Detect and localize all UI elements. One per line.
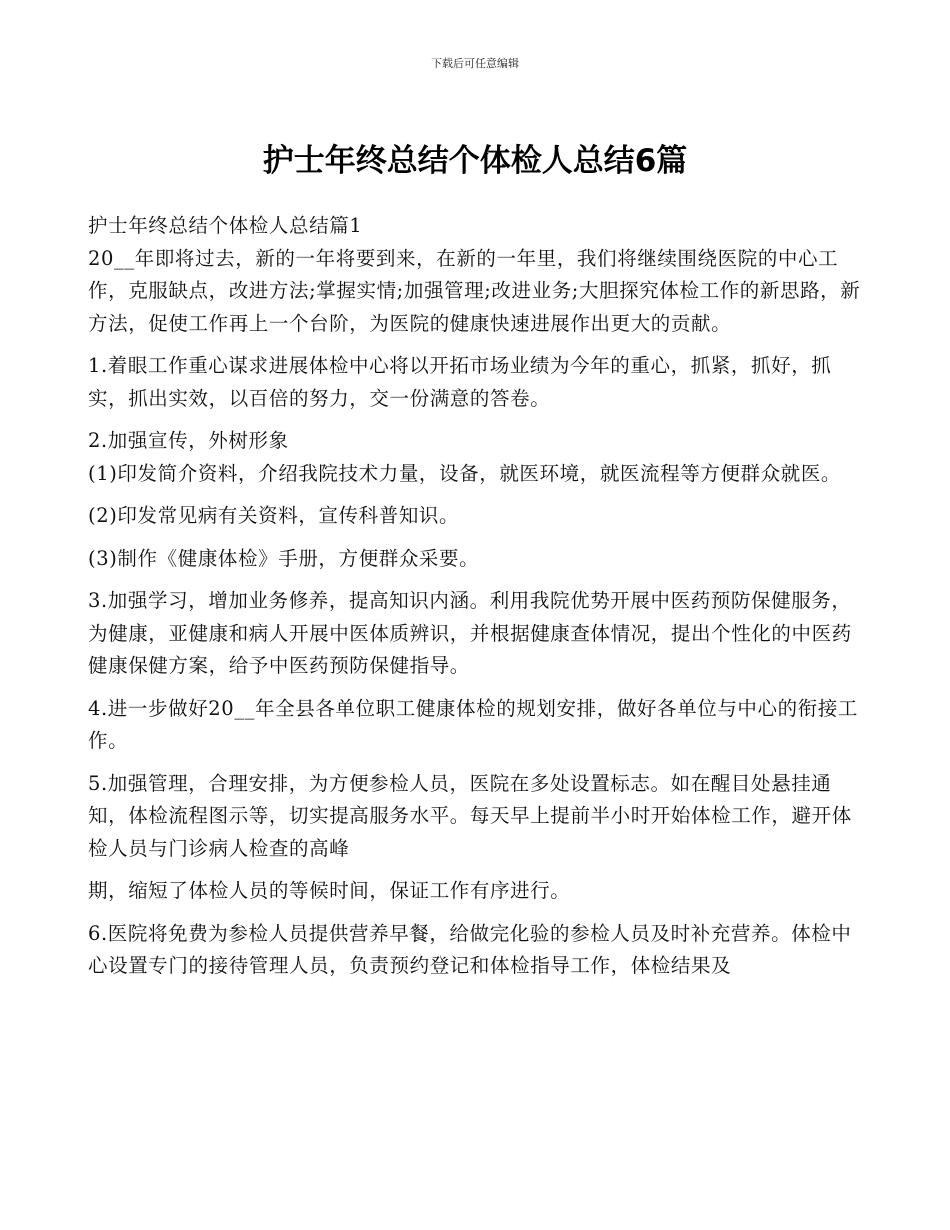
paragraph-subitem-3: (3)制作《健康体检》手册，方便群众采要。	[88, 546, 480, 570]
document-body	[88, 210, 863, 993]
document-title: 护士年终总结个体检人总结6篇	[262, 143, 688, 179]
paragraph-item-3: 3.加强学习，增加业务修养，提高知识内涵。利用我院优势开展中医药预防保健服务，为健康，亚健康和病人开展中医体质辨识，并根据健康查体情况，提出个性化的中医药健康保健方案，给予中医药预防保健指导。	[88, 589, 852, 677]
paragraph-item-5-continued: 期，缩短了体检人员的等候时间，保证工作有序进行。	[88, 879, 571, 902]
paragraph-subitem-1: (1)印发简介资料，介绍我院技术力量，设备，就医环境，就医流程等方便群众就医。	[88, 461, 842, 485]
paragraph-item-1: 1.着眼工作重心谋求进展体检中心将以开拓市场业绩为今年的重心，抓紧，抓好，抓实，抓出实效，以百倍的努力，交一份满意的答卷。	[88, 354, 832, 410]
paragraph-item-2: 2.加强宣传，外树形象	[88, 429, 289, 452]
header-note: 下载后可任意编辑	[431, 57, 519, 70]
paragraph-subitem-2: (2)印发常见病有关资料，宣传科普知识。	[88, 504, 460, 527]
paragraph-item-5: 5.加强管理，合理安排，为方便参检人员，医院在多处设置标志。如在醒目处悬挂通知，体检流程图示等，切实提高服务水平。每天早上提前半小时开始体检工作，避开体检人员与门诊病人检查的高峰	[88, 771, 852, 860]
paragraph-item-6: 6.医院将免费为参检人员提供营养早餐，给做完化验的参检人员及时补充营养。体检中心设置专门的接待管理人员，负责预约登记和体检指导工作，体检结果及	[88, 921, 852, 977]
section-heading: 护士年终总结个体检人总结篇1	[88, 214, 363, 237]
paragraph-item-4: 4.进一步做好20__年全县各单位职工健康体检的规划安排，做好各单位与中心的衔接工作。	[88, 696, 859, 752]
paragraph-intro: 20__年即将过去，新的一年将要到来，在新的一年里，我们将继续围绕医院的中心工作，克服缺点，改进方法;掌握实情;加强管理;改进业务;大胆探究体检工作的新思路，新方法，促使工作再上一个台阶，为医院的健康快速进展作出更大的贡献。	[88, 246, 861, 335]
